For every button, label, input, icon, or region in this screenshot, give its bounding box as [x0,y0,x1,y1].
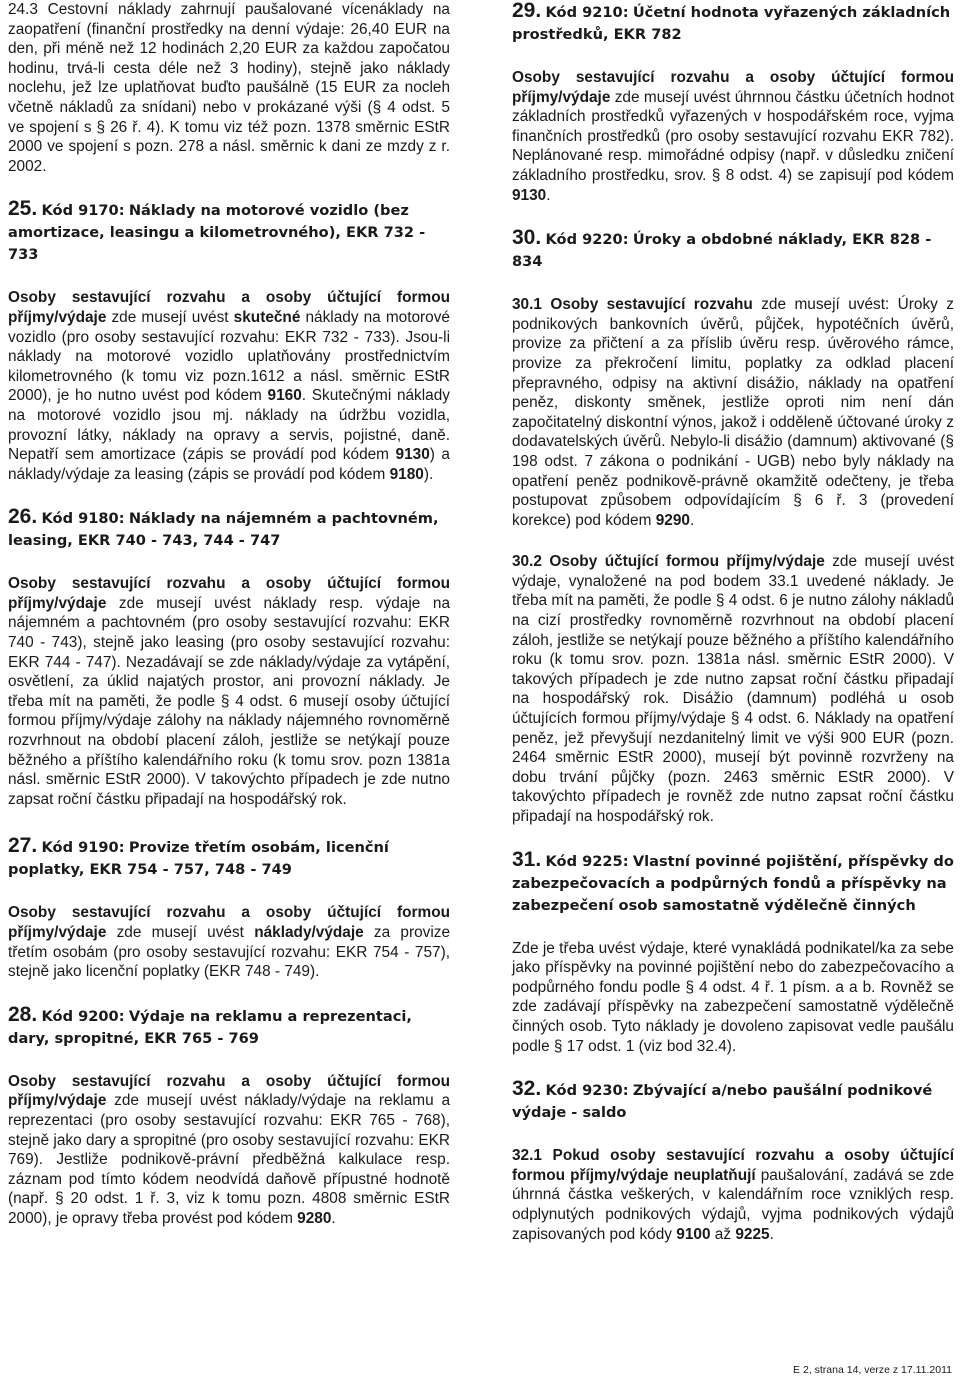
section-26-heading [8,506,450,552]
body-text: . Skutečnými náklady na motorové vozidlo jsou mj. náklady na údržbu vozidla, provozní látky, náklady na opravy a servis, pojistné, daně. Nepatří sem amortizace (zápis se provádí pod kódem [8,387,450,464]
body-text: zde musejí uvést: Úroky z podnikových bankovních úvěrů, půjček, hypotéčních úvěrů, provize za přičtení a za příslib úvěru resp. úvěrového rámce, provize za překročení limitu, poplatky za odklad placení přepravného, odpisy na aktivní disážio, náklady na opatření peněz, diskonty směnek, jestliže oproti nim není dán započitatelný diskontní výnos, jakož i odděleně účtované úroky z dodavatelských úvěrů. Nebylo-li disážio (damnum) aktivované (§ 198 odst. 7 zákona o podnikání - UGB) nebo byly náklady na opatření peněz podnikově-právně okamžitě odečteny, je třeba postupovat způsobem odpovídajícím § 6 ř. 3 (provedení korekce) pod kódem [512,296,954,529]
section-32-heading [512,1078,954,1124]
lead-text: Osoby sestavující rozvahu a osoby účtující formou příjmy/výdaje [8,904,450,941]
section-28-body [8,1072,450,1229]
section-number: 29. [512,0,542,22]
code-ref: 9280 [297,1209,332,1227]
section-title: Vlastní povinné pojištění, příspěvky do zabezpečovacích a podpůrných fondů a příspěvky na zabezpečení osob samostatně výdělečně činných [512,852,954,914]
section-code: Kód 9190: [41,839,125,857]
section-25-body [8,288,450,484]
section-code: Kód 9200: [41,1007,125,1025]
section-28-heading [8,1004,450,1050]
section-title: Náklady na nájemném a pachtovném, leasing, EKR 740 - 743, 744 - 747 [8,510,439,550]
page-footer: E 2, strana 14, verze z 17.11.2011 [793,1364,952,1376]
body-text: . [331,1209,336,1227]
body-text: . [546,186,551,204]
section-29-body [512,68,954,205]
code-ref: 9130 [395,446,430,464]
body-text: ) a náklady/výdaje za leasing (zápis se provádí pod kódem [8,446,450,483]
section-27-heading [8,835,450,881]
body-text: zde musejí uvést výdaje, vynaložené na pod bodem 33.1 uvedené náklady. Je třeba mít na paměti, že podle § 4 odst. 6 je nutno zálohy nákladů na cizí prostředky rovnoměrně rozvrhnout na období placení záloh, jestliže se netýkají pouze běžného a příštího kalendářního roku (k tomu srov. pozn. 1381a násl. směrnic EStR 2000). V takových případech je zde nutno zapsat roční částku připadají na hospodářský rok. Disážio (damnum) podléhá u osob účtujících formou příjmy/výdaje § 4 odst. 6. Náklady na opatření peněz, jež převyšují nezdanitelný limit ve výši 900 EUR (pozn. 2464 směrnic EStR 2000), musejí být povinně rozvrženy na dobu trvání půjčky (pozn. 2463 směrnic EStR 2000). V takovýchto případech je rovněž zde nutno zapsat roční částku připadají na hospodářský rok. [512,553,954,825]
left-column [8,0,450,1229]
body-text: zde musejí uvést úhrnnou částku účetních hodnot základních prostředků vyřazených v hospodářském roce, vyjma finančních prostředků (pro osoby sestavující rozvahu EKR 782). Neplánované resp. mimořádné odpisy (např. v důsledku zničení základního prostředku, srov. § 8 odst. 4) se zapisují pod kódem [512,88,954,184]
lead-text: 32.1 Pokud osoby sestavující rozvahu a osoby účtující formou příjmy/výdaje neuplatňují [512,1147,954,1184]
section-30-heading [512,227,954,273]
lead-text: 30.2 Osoby účtující formou příjmy/výdaje [512,553,825,571]
lead-text: Osoby sestavující rozvahu a osoby účtující formou příjmy/výdaje [8,575,450,612]
emphasis-text: skutečné [233,308,301,326]
section-code: Kód 9170: [41,202,125,220]
lead-text: Osoby sestavující rozvahu a osoby účtující formou příjmy/výdaje [8,1072,450,1110]
lead-text: Osoby sestavující rozvahu a osoby účtující formou příjmy/výdaje [8,289,450,326]
section-26-body [8,574,450,809]
code-ref: 9290 [655,511,690,529]
body-text: Zde je třeba uvést výdaje, které vynakládá podnikatel/ka za sebe jako příspěvky na povinné pojištění nebo do zabezpečovacího a podpůrného fondu podle § 4 odst. 4 ř. 1 písm. a a b. Rovněž se zde zadávají příspěvky na zabezpečení samostatně výdělečně činných osob. Tyto náklady je dovoleno zapisovat vedle paušálu podle § 17 odst. 1 (viz bod 32.4). [512,939,954,1055]
body-text: za provize třetím osobám (pro osoby sestavující rozvahu: EKR 754 - 757), stejně jako licenční poplatky (EKR 748 - 749). [8,924,450,981]
section-code: Kód 9230: [545,1082,629,1100]
section-title: Účetní hodnota vyřazených základních prostředků, EKR 782 [512,4,951,43]
code-ref: 9180 [389,465,424,483]
section-number: 32. [512,1077,542,1101]
section-number: 30. [512,226,542,250]
section-title: Náklady na motorové vozidlo (bez amortizace, leasingu a kilometrovného), EKR 732 - 733 [8,202,426,264]
section-title: Provize třetím osobám, licenční poplatky, EKR 754 - 757, 748 - 749 [8,839,389,879]
lead-text: 30.1 Osoby sestavující rozvahu [512,296,753,314]
body-text: náklady na motorové vozidlo (pro osoby sestavující rozvahu: EKR 732 - 733). Jsou-li náklady na motorové vozidlo uplatňovány prostřednictvím kilometrovného (k tomu viz pozn.1612 a násl. směrnic EStR 2000), je ho nutno uvést pod kódem [8,308,450,405]
body-text: ). [423,465,434,483]
section-title: Výdaje na reklamu a reprezentaci, dary, spropitné, EKR 765 - 769 [8,1007,412,1047]
section-number: 31. [512,847,542,871]
body-text: zde musejí uvést náklady resp. výdaje na nájemném a pachtovném (pro osoby sestavující rozvahu: EKR 740 - 743), stejně jako leasing (pro osoby sestavující rozvahu: EKR 744 - 747). Nezadávají se zde náklady/výdaje za vytápění, osvětlení, za úklid najatých prostor, ani provozní náklady. Je třeba mít na paměti, že podle § 4 odst. 6 musejí osoby účtující formou příjmy/výdaje zálohy na náklady nájemného rovnoměrně rozvrhnout na období placení záloh, jestliže se netýkají pouze běžného a příštího kalendářního roku (k tomu srov. pozn 1381a násl. směrnic EStR 2000). V takovýchto případech je zde nutno zapsat roční částku připadají na hospodářský rok. [8,594,450,808]
section-code: Kód 9180: [41,510,125,528]
section-31-heading [512,849,954,917]
right-column [512,0,954,1244]
body-text: paušalování, zadává se zde úhrnná částka veškerých, v kalendářním roce vzniklých resp. odplynutých podnikových výdajů, vyjma podnikových výdajů zapisovaných pod kódy [512,1166,954,1243]
section-code: Kód 9210: [545,4,629,21]
section-number: 27. [8,834,38,858]
code-ref: 9225 [735,1225,770,1243]
code-ref: 9100 [676,1225,711,1243]
section-24-3-text: 24.3 Cestovní náklady zahrnují paušalované vícenáklady na zaopatření (finanční prostředky na denní výdaje: 26,40 EUR na den, při méně než 12 hodinách 2,20 EUR za každou započatou hodinu, trvá-li cesta déle než 3 hodiny), stejně jako náklady noclehu, jež lze uplatňovat buďto paušálně (15 EUR za nocleh včetně nákladů za snídani) nebo v prokázané výši (§ 4 odst. 5 ve spojení s § 26 ř. 4). K tomu viz též pozn. 1378 směrnic EStR 2000 ve spojení s pozn. 278 a násl. směrnic k dani ze mzdy z r. 2002. [8,1,450,175]
body-text: . [769,1225,774,1243]
section-31-body [512,939,954,1057]
section-number: 26. [8,505,38,529]
body-text: až [710,1225,736,1243]
section-27-body [8,903,450,981]
code-ref: 9160 [267,387,302,405]
section-32-1-body [512,1146,954,1244]
section-30-2-body [512,552,954,826]
section-24-3 [8,0,450,176]
section-title: Úroky a obdobné náklady, EKR 828 - 834 [512,231,932,271]
section-25-heading [8,198,450,266]
section-number: 28. [8,1002,38,1026]
lead-text: Osoby sestavující rozvahu a osoby účtující formou příjmy/výdaje [512,69,954,106]
body-text: zde musejí uvést [106,924,255,941]
body-text: . [689,511,695,529]
emphasis-text: náklady/výdaje [254,924,364,941]
body-text: zde musejí uvést [106,308,234,326]
section-30-1-body [512,295,954,530]
section-number: 25. [8,197,38,221]
section-title: Zbývající a/nebo paušální podnikové výdaje - saldo [512,1082,933,1122]
body-text: zde musejí uvést náklady/výdaje na reklamu a reprezentaci (pro osoby sestavující rozvahu: EKR 765 - 768), stejně jako dary a spropitné (pro osoby sestavující rozvahu: EKR 769). Jestliže podnikově-právní předběžná kalkulace resp. záznam pod tímto kódem neodvídá daňově přípustné hodnotě (např. § 20 odst. 1 ř. 3, viz k tomu pozn. 4808 směrnic EStR 2000), je opravy třeba provést pod kódem [8,1092,450,1227]
section-code: Kód 9220: [545,231,629,249]
code-ref: 9130 [512,186,547,204]
section-code: Kód 9225: [545,852,629,870]
section-29-heading [512,0,954,46]
